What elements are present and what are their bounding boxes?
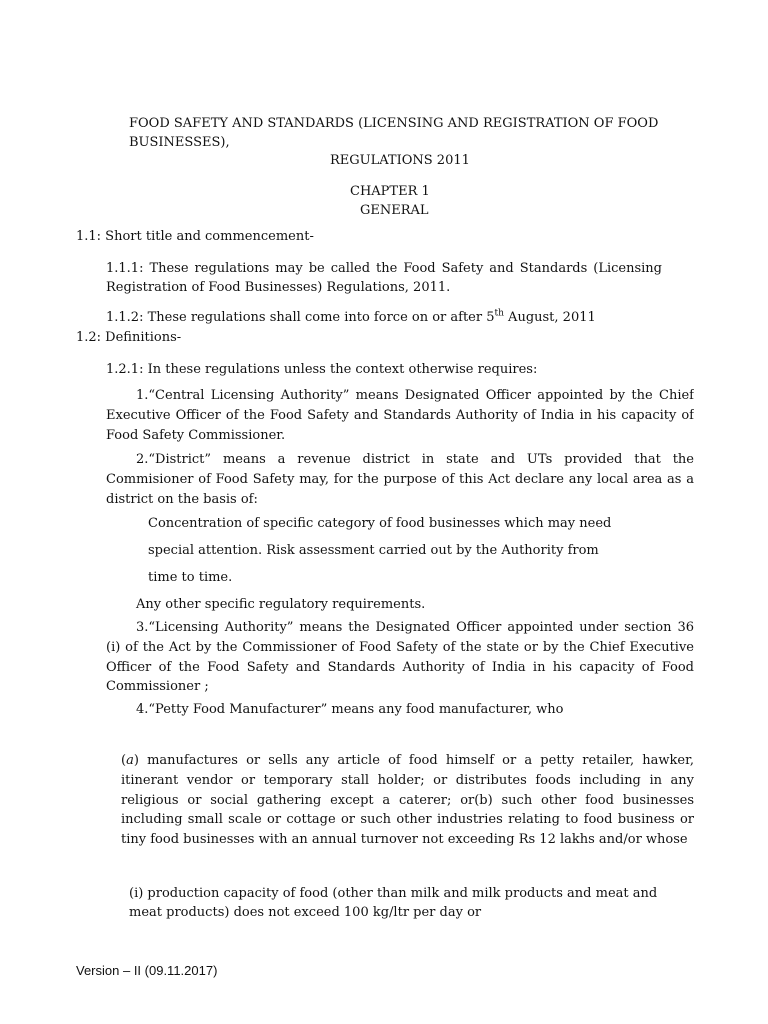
definition-3-line-4: Commissioner ; [106, 679, 209, 694]
document-title-line-3: REGULATIONS 2011 [330, 153, 470, 168]
definition-2-line-2: Commisioner of Food Safety may, for the purpose of this Act declare any local area as a [106, 472, 694, 487]
paragraph-a-line-1-text: ) manufactures or sells any article of food himself or a petty retailer, hawker, [133, 753, 694, 768]
definition-2-sub-item-4: Any other specific regulatory requirements. [136, 597, 426, 612]
paragraph-a-line-1 [121, 751, 694, 771]
section-1-1-heading: 1.1: Short title and commencement- [76, 229, 314, 244]
section-1-1-2 [106, 308, 596, 328]
section-1-1-2-text: 1.1.2: These regulations shall come into force on or after 5 [106, 310, 495, 325]
definition-1-line-3: Food Safety Commissioner. [106, 428, 286, 443]
paragraph-a-line-4: including small scale or cottage or such other industries relating to food business or [121, 812, 694, 827]
ordinal-suffix: th [494, 308, 504, 319]
definition-2-sub-item-1: Concentration of specific category of food businesses which may need [148, 516, 612, 531]
section-1-2-heading: 1.2: Definitions- [76, 330, 182, 345]
version-footer: Version – II (09.11.2017) [76, 963, 218, 978]
chapter-number: CHAPTER 1 [350, 184, 430, 199]
definition-1-line-1: 1.“Central Licensing Authority” means Designated Officer appointed by the Chief [136, 388, 694, 403]
paragraph-a-line-3: religious or social gathering except a caterer; or(b) such other food businesses [121, 793, 694, 808]
document-title-line-1: FOOD SAFETY AND STANDARDS (LICENSING AND REGISTRATION OF FOOD [129, 116, 659, 131]
definition-2-line-1: 2.“District” means a revenue district in state and UTs provided that the [136, 452, 694, 467]
definition-1-line-2: Executive Officer of the Food Safety and Standards Authority of India in his capacity of [106, 408, 694, 423]
definition-2-sub-item-2: special attention. Risk assessment carried out by the Authority from [148, 543, 599, 558]
section-1-1-1-line-2: Registration of Food Businesses) Regulations, 2011. [106, 280, 451, 295]
definition-3-line-2: (i) of the Act by the Commissioner of Food Safety of the state or by the Chief Executive [106, 640, 694, 655]
document-title-line-2: BUSINESSES), [129, 135, 230, 150]
paragraph-a-letter: a [126, 753, 134, 768]
paragraph-a-open-paren: ( [121, 753, 127, 768]
definition-3-line-3: Officer of the Food Safety and Standards Authority of India in his capacity of Food [106, 660, 694, 675]
definition-2-line-3: district on the basis of: [106, 492, 258, 507]
paragraph-a-line-5: tiny food businesses with an annual turnover not exceeding Rs 12 lakhs and/or whose [121, 832, 688, 847]
paragraph-i-line-2: meat products) does not exceed 100 kg/ltr per day or [129, 905, 482, 920]
section-1-2-1: 1.2.1: In these regulations unless the context otherwise requires: [106, 362, 538, 377]
section-1-1-2-date: August, 2011 [503, 310, 596, 325]
section-1-1-1-line-1: 1.1.1: These regulations may be called the Food Safety and Standards (Licensing [106, 261, 662, 276]
paragraph-a-line-2: itinerant vendor or temporary stall holder; or distributes foods including in any [121, 773, 694, 788]
definition-4-line-1: 4.“Petty Food Manufacturer” means any food manufacturer, who [136, 702, 564, 717]
definition-3-line-1: 3.“Licensing Authority” means the Designated Officer appointed under section 36 [136, 620, 694, 635]
chapter-title: GENERAL [360, 203, 429, 218]
paragraph-i-line-1: (i) production capacity of food (other than milk and milk products and meat and [129, 886, 658, 901]
definition-2-sub-item-3: time to time. [148, 570, 233, 585]
